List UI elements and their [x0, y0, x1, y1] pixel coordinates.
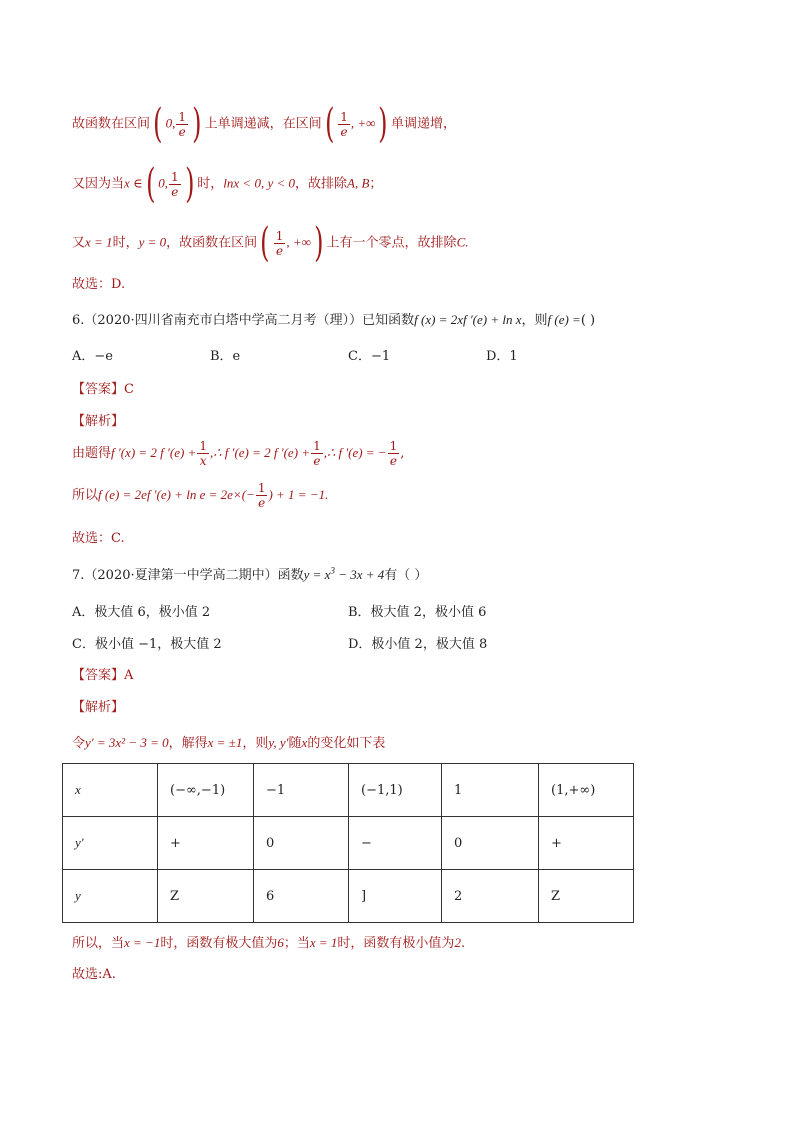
table-cell: y [63, 870, 158, 923]
q6-answer: 【答案】C [72, 382, 134, 397]
q6-option-b: B．e [210, 349, 241, 364]
table-cell: ] [349, 870, 442, 923]
table-cell: (1,+∞) [539, 764, 634, 817]
choice-line-q5: 故选：D. [72, 277, 126, 292]
table-cell: y′ [63, 817, 158, 870]
analysis-line-zero-point: 又x = 1时，y = 0，故函数在区间( $\frac{1}{e}$ , +∞) 上有一个零点，故排除C. [72, 220, 469, 266]
table-cell: + [158, 817, 254, 870]
fraction-one-over-e: $\frac{1}{e}$ [171, 169, 179, 199]
analysis-line-exclude-ab: 又因为当x ∈( 0, $\frac{1}{e}$ ) 时，lnx < 0, y < 0，故排除A, B； [72, 161, 383, 207]
fraction-one-over-e: $\frac{1}{e}$ [275, 228, 284, 258]
q7-option-b: B．极大值 2，极小值 6 [348, 605, 487, 620]
q6-option-c: C．−1 [348, 349, 391, 364]
table-cell: 6 [254, 870, 349, 923]
table-cell: Z [539, 870, 634, 923]
q6-solution-line-1: 由题得f ′(x) = 2 f ′(e) + $\frac{1}{x}$ ,∴ f ′(e) = 2 f ′(e) + $\frac{1}{e}$ ,∴ f ′(e) = − $\frac{1}{e}$ , [72, 439, 405, 468]
table-cell: + [539, 817, 634, 870]
table-cell: Z [158, 870, 254, 923]
table-row [63, 817, 634, 870]
q7-option-d: D．极小值 2，极大值 8 [348, 637, 488, 652]
table-cell: 0 [254, 817, 349, 870]
q6-option-d: D．1 [486, 349, 518, 364]
table-row [63, 870, 634, 923]
q6-analysis-heading: 【解析】 [72, 414, 125, 429]
table-cell: 2 [442, 870, 539, 923]
table-cell: 0 [442, 817, 539, 870]
q7-choice: 故选:A. [72, 967, 116, 982]
q7-option-c: C．极小值 −1，极大值 2 [72, 637, 222, 652]
q7-option-a: A．极大值 6，极小值 2 [72, 605, 211, 620]
table-cell: (−1,1) [349, 764, 442, 817]
q7-conclusion: 所以，当x = −1时，函数有极大值为6；当x = 1时，函数有极小值为2. [72, 935, 466, 951]
fraction-one-over-e: $\frac{1}{e}$ [313, 439, 321, 468]
table-cell: (−∞,−1) [158, 764, 254, 817]
q7-solution-line: 令y′ = 3x² − 3 = 0，解得x = ±1，则y, y′随x的变化如下表 [72, 735, 386, 751]
analysis-line-monotonic: 故函数在区间( 0, $\frac{1}{e}$ ) 上单调递减，在区间( $\frac{1}{e}$ , +∞) 单调递增， [72, 101, 457, 147]
variation-table [62, 763, 634, 923]
fraction-one-over-e: $\frac{1}{e}$ [340, 109, 348, 139]
fraction-one-over-e: $\frac{1}{e}$ [178, 109, 187, 139]
table-cell: − [349, 817, 442, 870]
table-cell: −1 [254, 764, 349, 817]
fraction-one-over-x: $\frac{1}{x}$ [199, 439, 207, 468]
question-6-stem: 6.（2020·四川省南充市白塔中学高二月考（理））已知函数f (x) = 2xf ′(e) + ln x，则f (e) =( ) [72, 312, 596, 328]
table-cell: x [63, 764, 158, 817]
q7-answer: 【答案】A [72, 668, 134, 683]
question-7-stem: 7.（2020·夏津第一中学高二期中）函数$y = x^3 - 3x + 4$有（ ） [72, 565, 428, 583]
q6-option-a: A．−e [72, 349, 113, 364]
fraction-one-over-e: $\frac{1}{e}$ [389, 439, 398, 468]
q6-solution-line-2: 所以f (e) = 2ef ′(e) + ln e = 2e×(− $\frac{1}{e}$ ) + 1 = −1. [72, 481, 329, 510]
q6-choice: 故选：C. [72, 531, 125, 546]
table-cell: 1 [442, 764, 539, 817]
q7-analysis-heading: 【解析】 [72, 700, 125, 715]
table-row [63, 764, 634, 817]
fraction-one-over-e: $\frac{1}{e}$ [257, 481, 266, 510]
